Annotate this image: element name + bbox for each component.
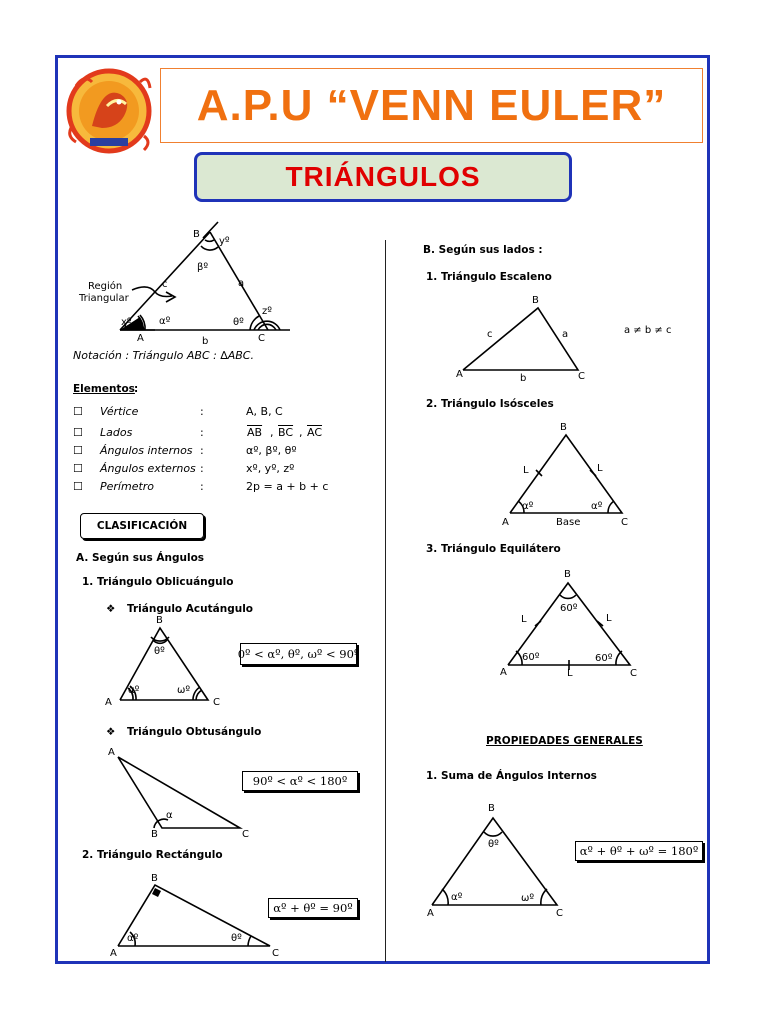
- right-angle-alpha: αº: [127, 933, 139, 944]
- scalene-vertex-b: B: [532, 295, 539, 306]
- obtuse-triangle: [118, 757, 240, 828]
- elements-row-5-name: Perímetro: [100, 480, 155, 493]
- obtuse-heading: Triángulo Obtusángulo: [127, 726, 262, 738]
- intro-angle-y: yº: [219, 236, 230, 247]
- isosceles-vertex-c: C: [621, 517, 628, 528]
- by-angles-heading: A. Según sus Ángulos: [76, 552, 205, 564]
- sum-angle-theta: θº: [488, 839, 499, 850]
- acute-formula-box: [237, 643, 360, 665]
- intro-side-a-label: a: [238, 278, 245, 289]
- equilateral-vertex-c: C: [630, 668, 637, 679]
- obtuse-vertex-b: B: [151, 829, 158, 840]
- right-formula: αº + θº = 90º: [273, 901, 353, 915]
- right-heading: 2. Triángulo Rectángulo: [82, 849, 223, 861]
- acute-angle-alpha: αº: [128, 685, 140, 696]
- obtuse-formula: 90º < αº < 180º: [252, 774, 348, 788]
- elements-heading: Elementos: [73, 383, 135, 395]
- elements-bullet-1: ☐: [73, 405, 83, 418]
- isosceles-base-label: Base: [556, 517, 581, 528]
- intro-angle-alpha: αº: [159, 316, 171, 327]
- scalene-side-c: c: [487, 329, 493, 340]
- sum-vertex-b: B: [488, 803, 495, 814]
- acute-heading: Triángulo Acutángulo: [127, 603, 254, 615]
- right-vertex-a: A: [110, 948, 117, 959]
- intro-vertex-c: C: [258, 333, 265, 344]
- isosceles-vertex-a: A: [502, 517, 509, 528]
- elements-side-ab: $\overline{AB}$: [247, 426, 263, 439]
- acute-angle-theta: θº: [154, 646, 165, 657]
- isosceles-heading: 2. Triángulo Isósceles: [426, 398, 554, 410]
- acute-vertex-a: A: [105, 697, 112, 708]
- right-angle-theta: θº: [231, 933, 242, 944]
- elements-row-5-value: 2p = a + b + c: [246, 480, 329, 493]
- elements-row-5-sep: :: [200, 480, 204, 493]
- right-triangle: [118, 885, 270, 946]
- equilateral-side-l-bottom: L: [567, 668, 573, 679]
- scalene-side-b: b: [520, 373, 527, 384]
- elements-side-sep-1: ,: [270, 426, 274, 439]
- intro-region-label-2: Triangular: [79, 293, 129, 304]
- elements-row-3-name: Ángulos internos: [100, 444, 193, 457]
- acute-vertex-c: C: [213, 697, 220, 708]
- elements-bullet-3: ☐: [73, 444, 83, 457]
- intro-vertex-a: A: [137, 333, 144, 344]
- isosceles-side-l-right: L: [597, 463, 603, 474]
- sum-formula-box: [575, 841, 703, 861]
- isosceles-vertex-b: B: [560, 422, 567, 433]
- elements-row-1-name: Vértice: [100, 405, 139, 418]
- intro-angle-z: zº: [262, 306, 272, 317]
- isosceles-side-l-left: L: [523, 465, 529, 476]
- header-title: A.P.U “VENN EULER”: [196, 80, 667, 130]
- equilateral-side-l-left: L: [521, 614, 527, 625]
- obtuse-diamond: ❖: [106, 726, 116, 738]
- scalene-heading: 1. Triángulo Escaleno: [426, 271, 552, 283]
- equilateral-vertex-b: B: [564, 569, 571, 580]
- elements-row-1-value: A, B, C: [246, 405, 283, 418]
- elements-row-4-sep: :: [200, 462, 204, 475]
- intro-vertex-b: B: [193, 229, 200, 240]
- intro-angle-x: xº: [121, 317, 132, 328]
- right-vertex-c: C: [272, 948, 279, 959]
- elements-row-2-name: Lados: [100, 426, 133, 439]
- scalene-vertex-c: C: [578, 371, 585, 382]
- elements-row-4-name: Ángulos externos: [100, 462, 196, 475]
- isosceles-angle-alpha-left: αº: [522, 501, 534, 512]
- equilateral-angle-left: 60º: [522, 652, 540, 663]
- elements-row-3-sep: :: [200, 444, 204, 457]
- elements-row-1-sep: :: [200, 405, 204, 418]
- equilateral-angle-right: 60º: [595, 653, 613, 664]
- notation-text: Notación : Triángulo ABC : ∆ABC.: [73, 349, 254, 362]
- right-formula-box: [268, 898, 358, 918]
- classification-title: CLASIFICACIÓN: [96, 520, 188, 532]
- sum-formula: αº + θº + ωº = 180º: [579, 844, 699, 858]
- intro-angle-theta: θº: [233, 317, 244, 328]
- right-vertex-b: B: [151, 873, 158, 884]
- elements-bullet-4: ☐: [73, 462, 83, 475]
- acute-formula: 0º < αº, θº, ωº < 90º: [237, 647, 360, 661]
- intro-side-c-label: c: [162, 279, 168, 290]
- properties-heading: PROPIEDADES GENERALES: [486, 735, 643, 747]
- sum-heading: 1. Suma de Ángulos Internos: [426, 770, 597, 782]
- scalene-side-a: a: [562, 329, 569, 340]
- acute-vertex-b: B: [156, 615, 163, 626]
- elements-row-2-sep: :: [200, 426, 204, 439]
- intro-ext-b: [203, 222, 218, 238]
- obtuse-angle-alpha: α: [166, 810, 173, 821]
- elements-heading-colon: :: [134, 383, 139, 395]
- by-sides-heading: B. Según sus lados :: [423, 244, 543, 256]
- acute-angle-omega: ωº: [177, 685, 191, 696]
- sum-vertex-a: A: [427, 908, 434, 919]
- topic-title: TRIÁNGULOS: [285, 161, 481, 192]
- obtuse-formula-box: [242, 771, 358, 791]
- intro-side-b-label: b: [202, 336, 209, 347]
- classification-box: [80, 513, 204, 539]
- acute-diamond: ❖: [106, 603, 116, 615]
- isosceles-angle-alpha-right: αº: [591, 501, 603, 512]
- obtuse-vertex-c: C: [242, 829, 249, 840]
- equilateral-side-l-right: L: [606, 613, 612, 624]
- intro-region-label-1: Región: [88, 281, 123, 292]
- sum-angle-omega: ωº: [521, 893, 535, 904]
- equilateral-vertex-a: A: [500, 667, 507, 678]
- oblique-heading: 1. Triángulo Oblicuángulo: [82, 576, 234, 588]
- obtuse-vertex-a: A: [108, 747, 115, 758]
- scalene-triangle: [463, 308, 578, 370]
- elements-side-ac: $\overline{AC}$: [307, 426, 323, 439]
- sum-angle-alpha: αº: [451, 892, 463, 903]
- equilateral-angle-top: 60º: [560, 603, 578, 614]
- elements-bullet-5: ☐: [73, 480, 83, 493]
- scalene-relation: a ≠ b ≠ c: [624, 325, 672, 336]
- elements-row-3-value: αº, βº, θº: [246, 444, 297, 457]
- sum-vertex-c: C: [556, 908, 563, 919]
- elements-side-bc: $\overline{BC}$: [278, 426, 294, 439]
- equilateral-heading: 3. Triángulo Equilátero: [426, 543, 561, 555]
- elements-side-sep-2: ,: [299, 426, 303, 439]
- elements-bullet-2: ☐: [73, 426, 83, 439]
- scalene-vertex-a: A: [456, 369, 463, 380]
- elements-row-4-value: xº, yº, zº: [246, 462, 295, 475]
- intro-angle-beta: βº: [197, 262, 209, 273]
